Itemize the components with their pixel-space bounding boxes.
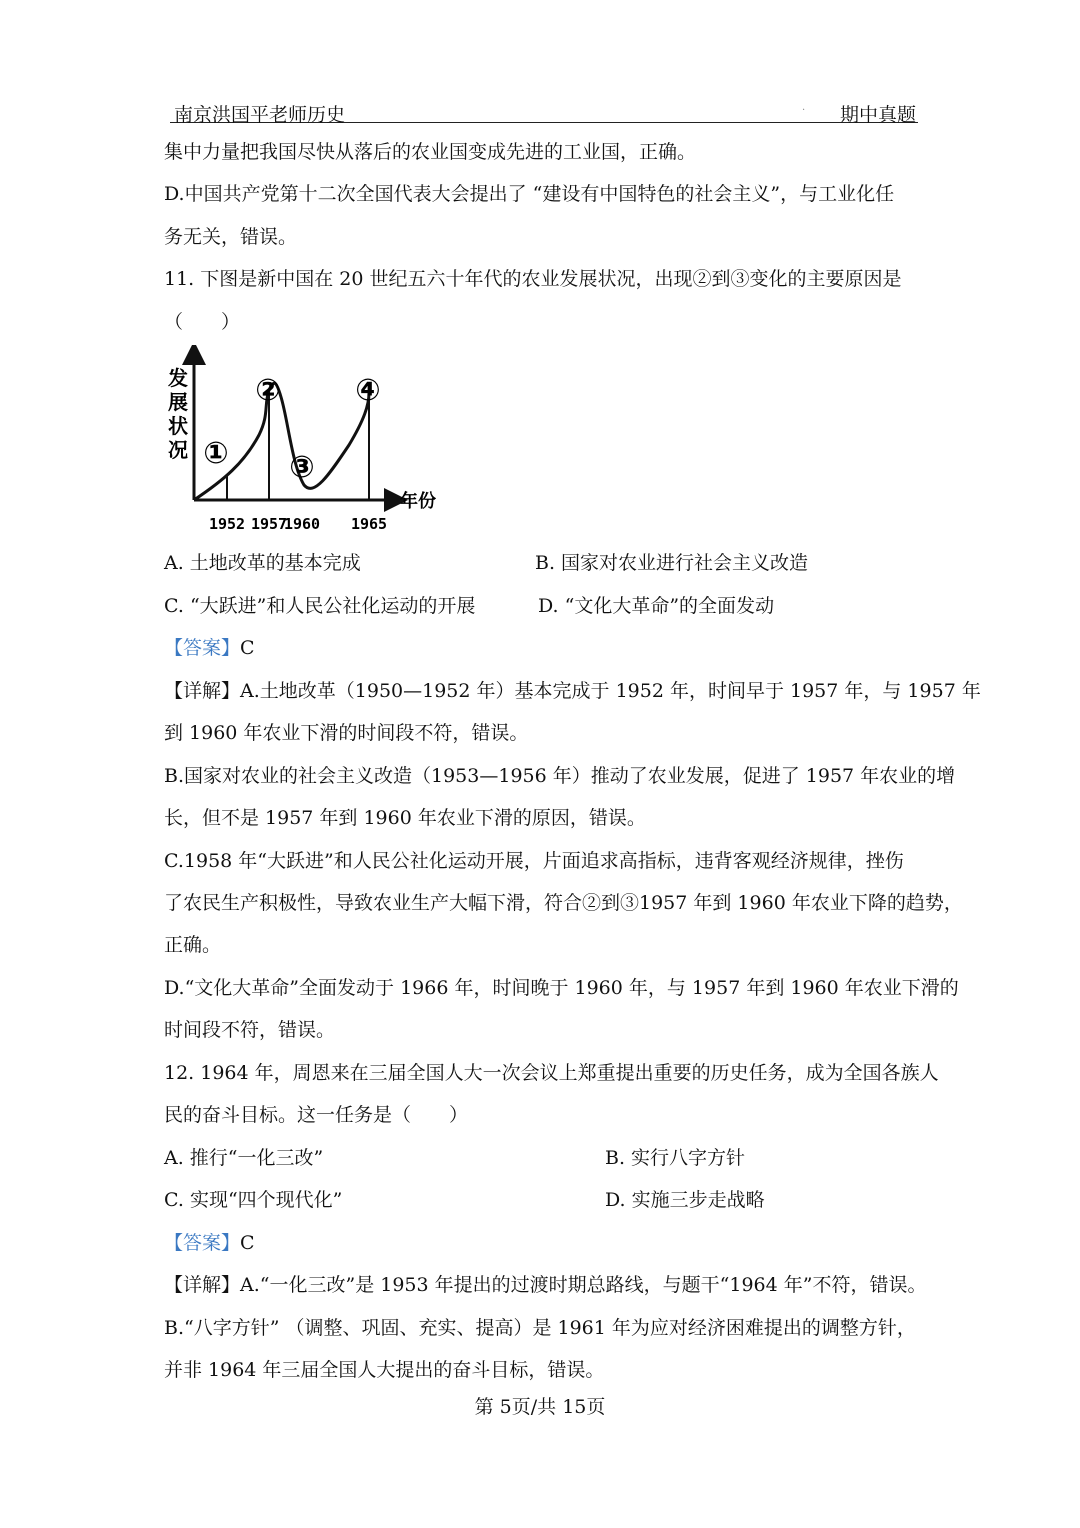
- point-label-4: ④: [355, 373, 381, 408]
- question-12-stem: 12. 1964 年，周恩来在三届全国人大一次会议上郑重提出重要的历史任务，成为全国各族人: [164, 1062, 939, 1084]
- q11-detail-line: 时间段不符，错误。: [164, 1019, 336, 1041]
- agriculture-chart: [164, 345, 454, 540]
- q12-detail-line: [164, 1273, 926, 1297]
- page-header: [170, 98, 918, 126]
- tick-label-1957: 1957: [250, 515, 288, 533]
- text-line: 集中力量把我国尽快从落后的农业国变成先进的工业国，正确。: [164, 141, 697, 163]
- header-dot: .: [802, 102, 806, 113]
- answer-value: C: [240, 637, 255, 659]
- q11-detail-line: C.1958 年“大跃进”和人民公社化运动开展，片面追求高指标，违背客观经济规律，挫伤: [164, 850, 904, 872]
- header-left: 南京洪国平老师历史: [174, 104, 346, 126]
- tick-label-1952: 1952: [208, 515, 246, 533]
- q11-answer: [164, 636, 255, 660]
- tick-label-1965: 1965: [350, 515, 388, 533]
- q11-detail-line: [164, 679, 981, 703]
- answer-tag: 【答案】: [164, 637, 241, 659]
- q12-detail-line: B.“八字方针” （调整、巩固、充实、提高）是 1961 年为应对经济困难提出的调整方针，: [164, 1317, 916, 1339]
- q12-option-b: B. 实行八字方针: [605, 1147, 746, 1169]
- q11-option-d: D. “文化大革命”的全面发动: [538, 595, 775, 617]
- q11-detail-line: B.国家对农业的社会主义改造（1953—1956 年）推动了农业发展，促进了 1957 年农业的增: [164, 765, 956, 787]
- q12-answer: [164, 1231, 255, 1255]
- q11-detail-line: 长，但不是 1957 年到 1960 年农业下滑的原因，错误。: [164, 807, 646, 829]
- q11-option-c: C. “大跃进”和人民公社化运动的开展: [164, 595, 476, 617]
- detail-text: A.土地改革（1950—1952 年）基本完成于 1952 年，时间早于 1957 年，与 1957 年: [240, 680, 981, 702]
- detail-tag: 【详解】: [164, 1274, 241, 1296]
- q11-detail-line: 正确。: [164, 934, 222, 956]
- x-axis-label: 年份: [400, 491, 436, 512]
- q12-option-c: C. 实现“四个现代化”: [164, 1189, 343, 1211]
- question-11-blank: （ ）: [164, 311, 241, 333]
- q11-detail-line: 到 1960 年农业下滑的时间段不符，错误。: [164, 722, 529, 744]
- point-label-1: ①: [203, 436, 229, 471]
- answer-value: C: [240, 1232, 255, 1254]
- point-label-2: ②: [255, 373, 281, 408]
- detail-text: A.“一化三改”是 1953 年提出的过渡时期总路线，与题干“1964 年”不符，错误。: [240, 1274, 927, 1296]
- q11-detail-line: 了农民生产积极性，导致农业生产大幅下滑，符合②到③1957 年到 1960 年农业下降的趋势，: [164, 892, 963, 914]
- page-footer: 第 5页/共 15页: [474, 1396, 606, 1418]
- q12-detail-line: 并非 1964 年三届全国人大提出的奋斗目标，错误。: [164, 1359, 605, 1381]
- point-label-3: ③: [289, 450, 315, 485]
- question-11-stem: 11. 下图是新中国在 20 世纪五六十年代的农业发展状况，出现②到③变化的主要原因是: [164, 268, 902, 290]
- detail-tag: 【详解】: [164, 680, 241, 702]
- q12-option-a: A. 推行“一化三改”: [164, 1147, 324, 1169]
- q11-option-a: A. 土地改革的基本完成: [164, 552, 361, 574]
- header-right: 期中真题: [839, 104, 916, 126]
- y-axis-label: 发展状况: [168, 366, 188, 462]
- answer-tag: 【答案】: [164, 1232, 241, 1254]
- text-line: 务无关，错误。: [164, 226, 298, 248]
- question-12-stem: 民的奋斗目标。这一任务是（ ）: [164, 1104, 469, 1126]
- tick-label-1960: 1960: [283, 515, 321, 533]
- q12-option-d: D. 实施三步走战略: [605, 1189, 765, 1211]
- q11-detail-line: D.“文化大革命”全面发动于 1966 年，时间晚于 1960 年，与 1957 年到 1960 年农业下滑的: [164, 977, 959, 999]
- text-line: D.中国共产党第十二次全国代表大会提出了 “建设有中国特色的社会主义”，与工业化任: [164, 183, 895, 205]
- q11-option-b: B. 国家对农业进行社会主义改造: [535, 552, 809, 574]
